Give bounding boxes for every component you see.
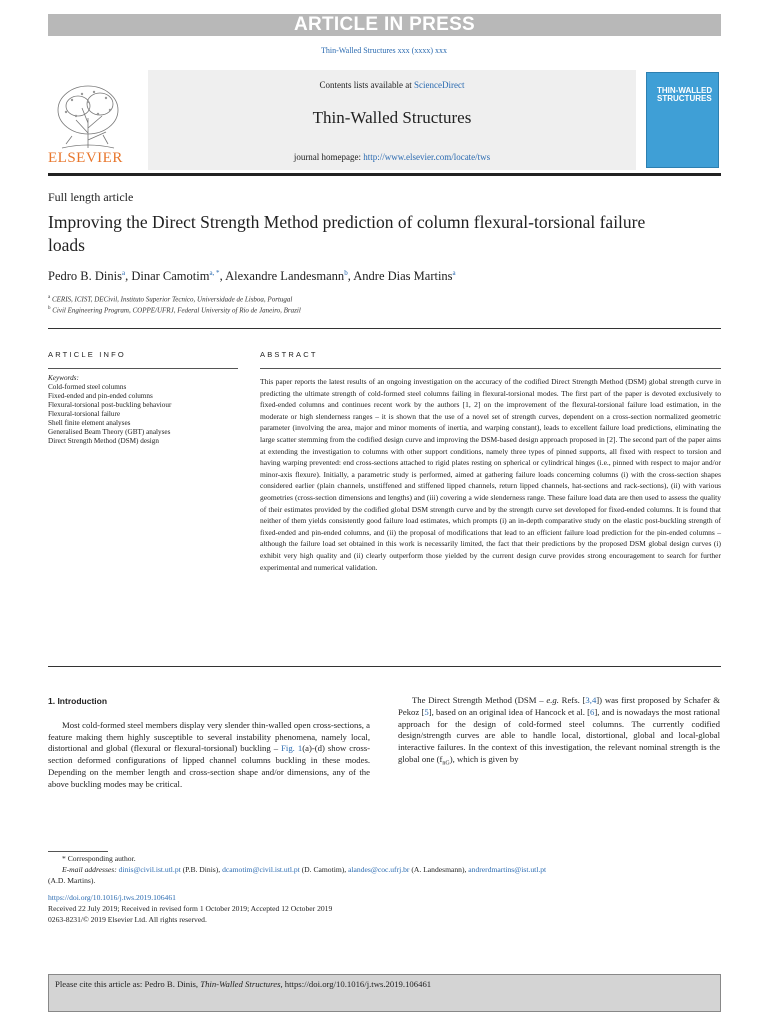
doi-link[interactable]: https://doi.org/10.1016/j.tws.2019.106461 — [48, 892, 176, 902]
keyword-item: Flexural-torsional post-buckling behaviour — [48, 401, 172, 409]
keyword-item: Shell finite element analyses — [48, 419, 131, 427]
keyword-item: Flexural-torsional failure — [48, 410, 121, 418]
footnotes — [48, 853, 721, 925]
citation-journal: Thin-Walled Structures — [200, 979, 281, 989]
reference-link[interactable]: 5 — [424, 706, 429, 717]
publisher-wordmark: ELSEVIER — [48, 150, 123, 166]
affiliation-divider — [48, 328, 721, 329]
cover-title-line-1: THIN-WALLED — [657, 86, 713, 95]
copyright-line: 0263-8231/© 2019 Elsevier Ltd. All rights reserved. — [48, 915, 207, 925]
author-affil-mark[interactable]: b — [344, 269, 348, 277]
citation-box — [48, 974, 721, 1012]
keyword-item: Generalised Beam Theory (GBT) analyses — [48, 428, 171, 436]
received-dates: Received 22 July 2019; Received in revised form 1 October 2019; Accepted 12 October 2019 — [48, 903, 333, 913]
math-subscript: nG — [442, 760, 450, 767]
body-column-left — [48, 695, 370, 791]
abstract-text: This paper reports the latest results of an ongoing investigation on the accuracy of the codified Direct Strength Method (DSM) global strength curve in predicting the ultimate strength of cold-formed steel columns failing in flexural-torsional modes. The first part of the paper is devoted exclusively to fixed-ended columns and continues recent work by the authors [1, 2] on the improvement of the flexural-torsional failure load estimation, in the moderate or high slenderness ranges – it is shown that the use of a novel set of strength curves, dependent on a cross-section normalized geometric parameter (involving the area, major and minor moments of inertia, and warping constant), leads to excellent failure load predictions, eliminating the large scatter stemming from the codified design curve and improving the DSM-based design approach proposed in [2]. The second part of the paper aims at extending the investigation to columns with other support conditions, namely three types of pinned supports, all fixed with respect to torsion and having warping prevented: end cross-sections attached to rigid plates resting on spherical or cylindrical hinges (i.e., pinned with respect to major and/or minor-axis flexure). Initially, a parametric study is performed, aimed at gathering failure loads concerning columns (i) with the cross-section shapes considered earlier (plain channels, unstiffened and stiffened lipped channels, return lipped channels, hat-sections and rack-sections), (ii) with various geometries (cross-section dimensions and lengths) and (iii) covering a wide slenderness range. These failure load data are then used to assess the quality of their estimates provided by the codified global DSM strength curve and by the strength curve set developed for fixed-ended columns. It is found that neither of them yields consistently good failure load estimates, which prompts (i) an in-depth comparative study on the elastic post-buckling strength of fixed-ended and pin-ended columns, and (ii) the proposal of modifications that lead to an efficient failure load prediction for the pin-ended columns – although the failure load set obtained in this work is necessarily limited, the fact that their predictions by the proposed DSM global design curves (i) exhibit very high quality and (ii) clearly outperform those yielded by the current design curve provides strong encouragement to search for further experimental and numerical validation. — [260, 377, 721, 572]
paragraph-text: (a)-(d) show cross-section deformed configurations of lipped channel columns buckling in these modes. Depending on the member length and cross-section shape and/or dimensions, any of the above buckling modes may be critical. — [48, 743, 370, 789]
abstract-divider — [48, 666, 721, 667]
homepage-prefix: journal homepage: — [293, 152, 364, 162]
paragraph-text: ]) was first proposed by Schafer & Pekoz [ — [398, 695, 720, 717]
affiliation-text: Civil Engineering Program, COPPE/UFRJ, Federal University of Rio de Janeiro, Brazil — [52, 306, 301, 315]
cover-title-line-2: STRUCTURES — [657, 94, 712, 103]
cover-title — [657, 87, 712, 103]
paragraph-text: Most cold-formed steel members display very slender thin-walled open cross-sections, a feature making them highly susceptible to several instability phenomena, namely local, distortional and global (flexural or flexural-torsional) buckling – — [48, 719, 370, 754]
affiliation-mark: a — [48, 295, 51, 300]
author-name[interactable]: Alexandre Landesmann — [225, 269, 345, 284]
author-affil-mark[interactable]: a — [452, 269, 456, 277]
author-affil-mark[interactable]: a, * — [209, 269, 220, 277]
header-divider — [48, 173, 721, 176]
paragraph-text: Refs. [ — [558, 695, 586, 705]
article-info-heading: ARTICLE INFO — [48, 350, 126, 359]
affiliation-text: CERIS, ICIST, DECivil, Instituto Superior Tecnico, Universidade de Lisboa, Portugal — [51, 295, 293, 304]
author-affil-mark[interactable]: a — [121, 269, 126, 277]
paragraph-text: ], based on an original idea of Hancock et al. [ — [428, 706, 591, 717]
paragraph-text: ], and is nowadays the most rational approach for the design of cold-formed steel columns. The currently codified design/strength curves are able to handle local, distortional, global and local-global interactive failures. In the context of this investigation, the relevant nominal strength is the global one (f — [398, 706, 721, 764]
footnote-rule — [48, 851, 108, 852]
keywords-label: Keywords: — [48, 374, 79, 382]
email-link[interactable]: dcamotim@civil.ist.utl.pt — [222, 865, 300, 875]
sciencedirect-link[interactable]: ScienceDirect — [414, 80, 465, 90]
email-link[interactable]: dinis@civil.ist.utl.pt — [118, 865, 181, 875]
keyword-item: Direct Strength Method (DSM) design — [48, 437, 159, 445]
dsm-paragraph — [398, 695, 720, 771]
article-type: Full length article — [48, 190, 134, 204]
homepage-line — [148, 152, 636, 162]
corresponding-author-note: * Corresponding author. — [62, 854, 136, 863]
email-owner: (A. Landesmann), — [409, 865, 469, 875]
intro-paragraph — [48, 720, 370, 791]
citation-doi[interactable]: , https://doi.org/10.1016/j.tws.2019.106461 — [280, 979, 432, 989]
journal-reference[interactable]: Thin-Walled Structures xxx (xxxx) xxx — [321, 46, 447, 55]
section-heading-introduction: 1. Introduction — [48, 696, 108, 706]
article-in-press-banner: ARTICLE IN PRESS — [48, 14, 721, 36]
article-info-rule — [48, 368, 238, 369]
contents-line — [148, 80, 636, 90]
email-owner: (D. Camotim), — [299, 865, 349, 875]
affiliation — [48, 306, 301, 314]
author-name[interactable]: Dinar Camotim — [131, 269, 210, 284]
journal-header — [48, 70, 721, 170]
email-owner: (P.B. Dinis), — [180, 865, 223, 875]
paragraph-text: e.g. — [546, 695, 559, 705]
affiliation — [48, 295, 292, 303]
reference-link[interactable]: 6 — [590, 706, 595, 717]
email-link[interactable]: alandes@coc.ufrj.br — [348, 865, 410, 875]
citation-text: Please cite this article as: Pedro B. Dinis, — [55, 979, 201, 989]
paragraph-text: The Direct Strength Method (DSM – — [412, 695, 547, 705]
keywords-list — [48, 374, 248, 446]
journal-cover-image — [646, 72, 719, 168]
keyword-item: Fixed-ended and pin-ended columns — [48, 392, 153, 400]
email-label: E-mail addresses: — [62, 865, 117, 875]
contents-prefix: Contents lists available at — [319, 80, 414, 90]
keyword-item: Cold-formed steel columns — [48, 383, 127, 391]
author-list: Pedro B. Dinis$^a$, Dinar Camotim$^{a, *}$, Alexandre Landesmann$^b$, Andre Dias Martins$^a$ — [48, 269, 456, 284]
email-link[interactable]: andrerdmartins@ist.utl.pt — [468, 865, 547, 875]
figure-link[interactable]: Fig. 1 — [281, 743, 303, 754]
paragraph-text: ), which is given by — [449, 753, 519, 764]
body-column-right — [398, 695, 720, 771]
author-name[interactable]: Pedro B. Dinis — [48, 269, 122, 284]
abstract-rule — [260, 368, 721, 369]
email-line — [48, 864, 721, 875]
journal-title: Thin-Walled Structures — [312, 108, 472, 127]
journal-info-box — [148, 70, 636, 170]
abstract-heading: ABSTRACT — [260, 350, 318, 359]
reference-link[interactable]: 3,4 — [585, 695, 597, 705]
author-name[interactable]: Andre Dias Martins — [353, 269, 453, 284]
email-owner-last: (A.D. Martins). — [48, 876, 96, 886]
article-title: Improving the Direct Strength Method prediction of column flexural-torsional failure loads — [48, 212, 646, 255]
affiliation-mark: b — [48, 306, 51, 311]
homepage-link[interactable]: http://www.elsevier.com/locate/tws — [363, 152, 491, 162]
